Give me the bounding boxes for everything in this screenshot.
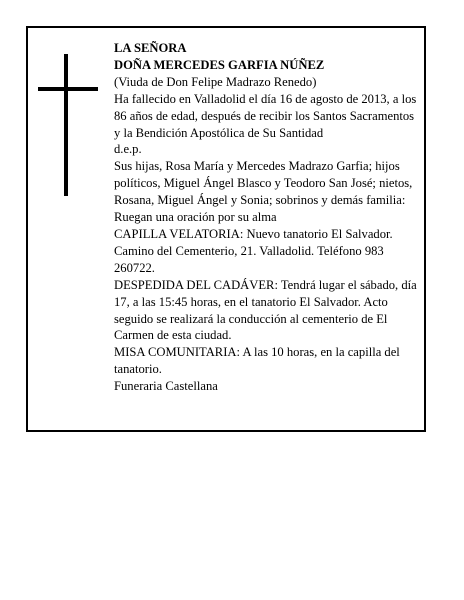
cross-vertical-bar [64, 54, 68, 196]
rip-line: d.e.p. [114, 142, 142, 157]
prayer-request: Ruegan una oración por su alma [114, 210, 277, 225]
chapel-info: CAPILLA VELATORIA: Nuevo tanatorio El Salvador. Camino del Cementerio, 21. Valladolid. Teléfono 983 260722. [114, 226, 393, 275]
widow-of-line: (Viuda de Don Felipe Madrazo Renedo) [114, 74, 317, 89]
farewell-info: DESPEDIDA DEL CADÁVER: Tendrá lugar el sábado, día 17, a las 15:45 horas, en el tanatorio El Salvador. Acto seguido se realizará la conducción al cementerio de El Carmen de esta ciudad. [114, 277, 417, 343]
notice-title: LA SEÑORA [114, 41, 187, 55]
mass-info: MISA COMUNITARIA: A las 10 horas, en la capilla del tanatorio. [114, 345, 400, 377]
family-list: Sus hijas, Rosa María y Mercedes Madrazo Garfia; hijos políticos, Miguel Ángel Blasco y Teodoro San José; nietos, Rosana, Miguel Ángel y Sonia; sobrinos y demás familia: [114, 159, 413, 208]
funeral-home: Funeraria Castellana [114, 379, 218, 394]
obituary-text [114, 40, 420, 395]
deceased-name: DOÑA MERCEDES GARFIA NÚÑEZ [114, 57, 325, 72]
cross-icon [38, 54, 98, 196]
death-announcement: Ha fallecido en Valladolid el día 16 de agosto de 2013, a los 86 años de edad, después de recibir los Santos Sacramentos y la Bendición Apostólica de Su Santidad [114, 91, 417, 140]
cross-horizontal-bar [38, 87, 98, 91]
